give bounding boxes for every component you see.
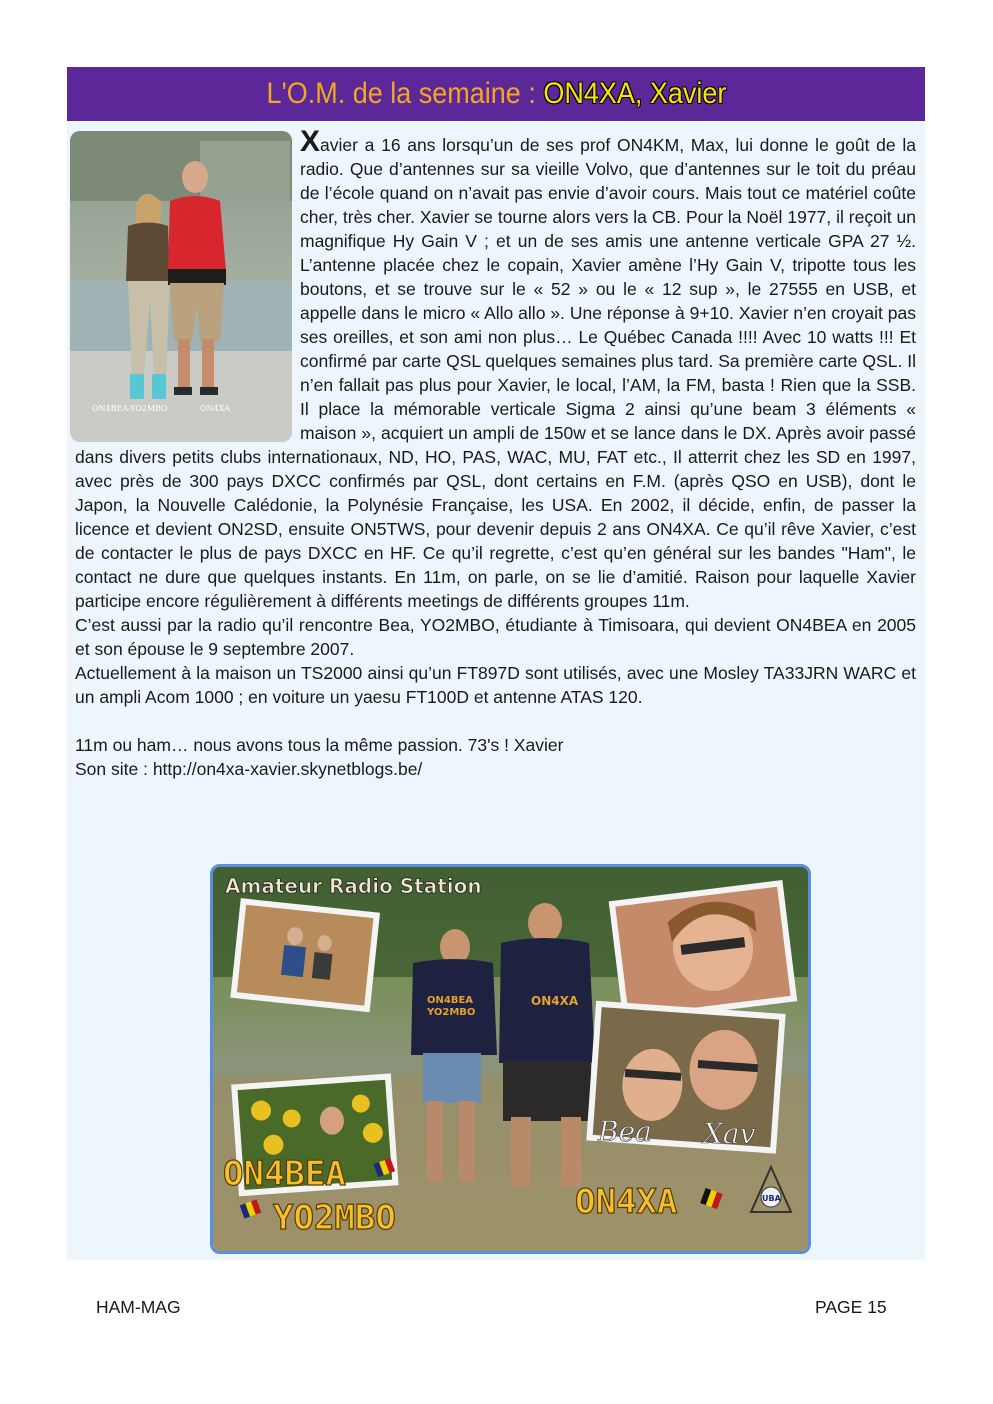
name-xav: Xav [703, 1117, 756, 1150]
paragraph-gap [75, 709, 916, 733]
paragraph-2: C’est aussi par la radio qu’il rencontre Bea, YO2MBO, étudiante à Timisoara, qui devient ON4BEA en 2005 et son épouse le 9 septembre 2007. [75, 615, 916, 659]
callsign-right: ON4XA [575, 1182, 678, 1222]
paragraph-1-text: avier a 16 ans lorsqu’un de ses prof ON4KM, Max, lui donne le goût de la radio. Que d’antennes sur sa vieille Volvo, que d’antennes sur le toit du préau de l’école quand on n’avait pas envie d’avoir cours. Mais tout ce matériel coûte cher, très cher. Xavier se tourne alors vers la CB. Pour la Noël 1977, il reçoit un magnifique Hy Gain V ; et un de ses amis une antenne verticale GPA 27 ½. L’antenne placée chez le copain, Xavier amène l’Hy Gain V, tripotte tous les boutons, et se trouve sur le « 52 » ou le « 12 sup », le 27555 en USB, et appelle dans le micro « Allo allo ». Une réponse à 9+10. Xavier n’en croyait pas ses oreilles, et son ami non plus… Le Québec Canada !!!! Avec 10 watts !!! Et confirmé par carte QSL quelques semaines plus tard. Sa première carte QSL. Il n’en fallait pas plus pour Xavier, le local, l’AM, la FM, basta ! Rien que la SSB. Il place la mémorable verticale Sigma 2 ainsi qu’une beam 3 éléments « maison », acquiert un ampli de 150w et se lance dans le DX. Après avoir passé dans divers petits clubs internationaux, ND, HO, PAS, WAC, MU, FAT etc., Il atterrit chez les SD en 1997, avec près de 300 pays DXCC confirmés par QSL, dont certains en F.M. (après QSO en USB), dont le Japon, la Nouvelle Calédonie, la Polynésie Française, les USA. En 2002, il décide, enfin, de passer la licence et devient ON2SD, ensuite ON5TWS, pour devenir depuis 2 ans ON4XA. Ce qu’il rêve Xavier, c’est de contacter le plus de pays DXCC en HF. Ce qu’il regrette, c’est qu’en général sur les bandes "Ham", le contact ne dure que quelques instants. En 11m, on parle, on se lie d’amitié. Raison pour laquelle Xavier participe encore régulièrement à différents meetings de différents groupes 11m. [75, 135, 916, 611]
article-body [75, 125, 916, 781]
uba-logo-text: UBA [762, 1194, 781, 1203]
callsign-left-2: YO2MBO [273, 1198, 396, 1238]
shirt-left-line1: ON4BEA [427, 995, 474, 1006]
drop-cap: X [300, 125, 321, 158]
title-name: ON4XA, Xavier [542, 77, 726, 110]
title-bar [67, 67, 925, 121]
photo-float-spacer [75, 131, 300, 443]
qsl-card-image [210, 864, 811, 1254]
page-title [266, 77, 726, 111]
footer-page-number: PAGE 15 [815, 1297, 887, 1317]
photo1-caption-right: ON4XA [200, 404, 230, 413]
qsl-header: Amateur Radio Station [225, 874, 482, 898]
shirt-left-line2: YO2MBO [427, 1007, 476, 1018]
callsign-left-1: ON4BEA [223, 1154, 346, 1194]
footer-magazine-name: HAM-MAG [96, 1297, 181, 1317]
paragraph-4: 11m ou ham… nous avons tous la même passion. 73's ! Xavier [75, 735, 564, 755]
name-bea: Bea [598, 1115, 652, 1148]
title-prefix: L'O.M. de la semaine : [266, 77, 543, 110]
shirt-right: ON4XA [531, 994, 579, 1008]
paragraph-3: Actuellement à la maison un TS2000 ainsi qu’un FT897D sont utilisés, avec une Mosley TA33JRN WARC et un ampli Acom 1000 ; en voiture un yaesu FT100D et antenne ATAS 120. [75, 663, 916, 707]
photo1-caption-left: ON4BEA-YO2MBO [92, 404, 168, 413]
paragraph-5-website: Son site : http://on4xa-xavier.skynetblogs.be/ [75, 759, 423, 779]
